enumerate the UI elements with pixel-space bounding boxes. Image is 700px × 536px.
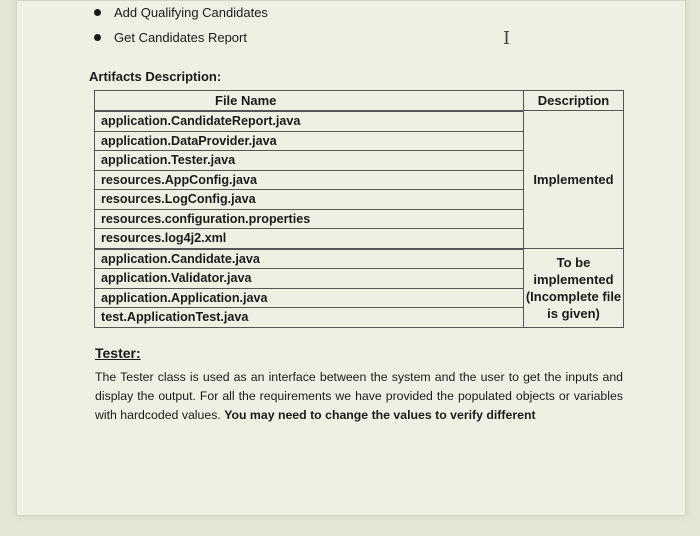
files-cell [95, 111, 524, 249]
file-row: application.CandidateReport.java [95, 112, 523, 132]
bullet-list [88, 2, 268, 52]
bullet-dot-icon [94, 34, 101, 41]
files-cell [95, 248, 524, 327]
table-header-row [95, 91, 624, 111]
file-group-to-implement [95, 249, 523, 327]
description-text-line1: To be implemented [533, 254, 614, 287]
table-row [95, 111, 624, 249]
file-group-implemented [95, 111, 523, 248]
artifacts-table [94, 90, 624, 328]
file-row: application.DataProvider.java [95, 132, 523, 152]
text-cursor-icon: I [503, 28, 511, 49]
bullet-item [88, 27, 268, 52]
description-cell-implemented [524, 111, 624, 249]
description-text-line2: (Incomplete file is given) [525, 288, 622, 321]
bullet-text: Add Qualifying Candidates [114, 5, 268, 20]
bullet-text: Get Candidates Report [114, 30, 247, 45]
description-cell-to-implement [524, 248, 624, 327]
header-file-name: File Name [95, 91, 524, 111]
file-row: application.Application.java [95, 289, 523, 309]
bullet-dot-icon [94, 9, 101, 16]
file-row: resources.AppConfig.java [95, 171, 523, 191]
tester-paragraph [95, 368, 623, 425]
file-row: application.Tester.java [95, 151, 523, 171]
tester-title: Tester: [95, 345, 141, 361]
file-row: application.Validator.java [95, 269, 523, 289]
file-row: test.ApplicationTest.java [101, 310, 249, 324]
description-text: Implemented [533, 171, 614, 187]
artifacts-title: Artifacts Description: [89, 69, 222, 84]
table-row [95, 248, 624, 327]
bullet-item [88, 2, 268, 27]
file-row: resources.configuration.properties [95, 210, 523, 230]
tester-text: The Tester class is used as an interface between the system and the user to get the inputs and display the output. For all the requirements we have provided the populated objects or variables with hardcoded values. [95, 370, 623, 422]
file-row: application.Candidate.java [95, 250, 523, 270]
tester-bold-text: You may need to change the values to verify different [224, 408, 536, 422]
file-row: resources.log4j2.xml [101, 231, 227, 245]
file-row: resources.LogConfig.java [95, 190, 523, 210]
header-description: Description [524, 91, 624, 111]
